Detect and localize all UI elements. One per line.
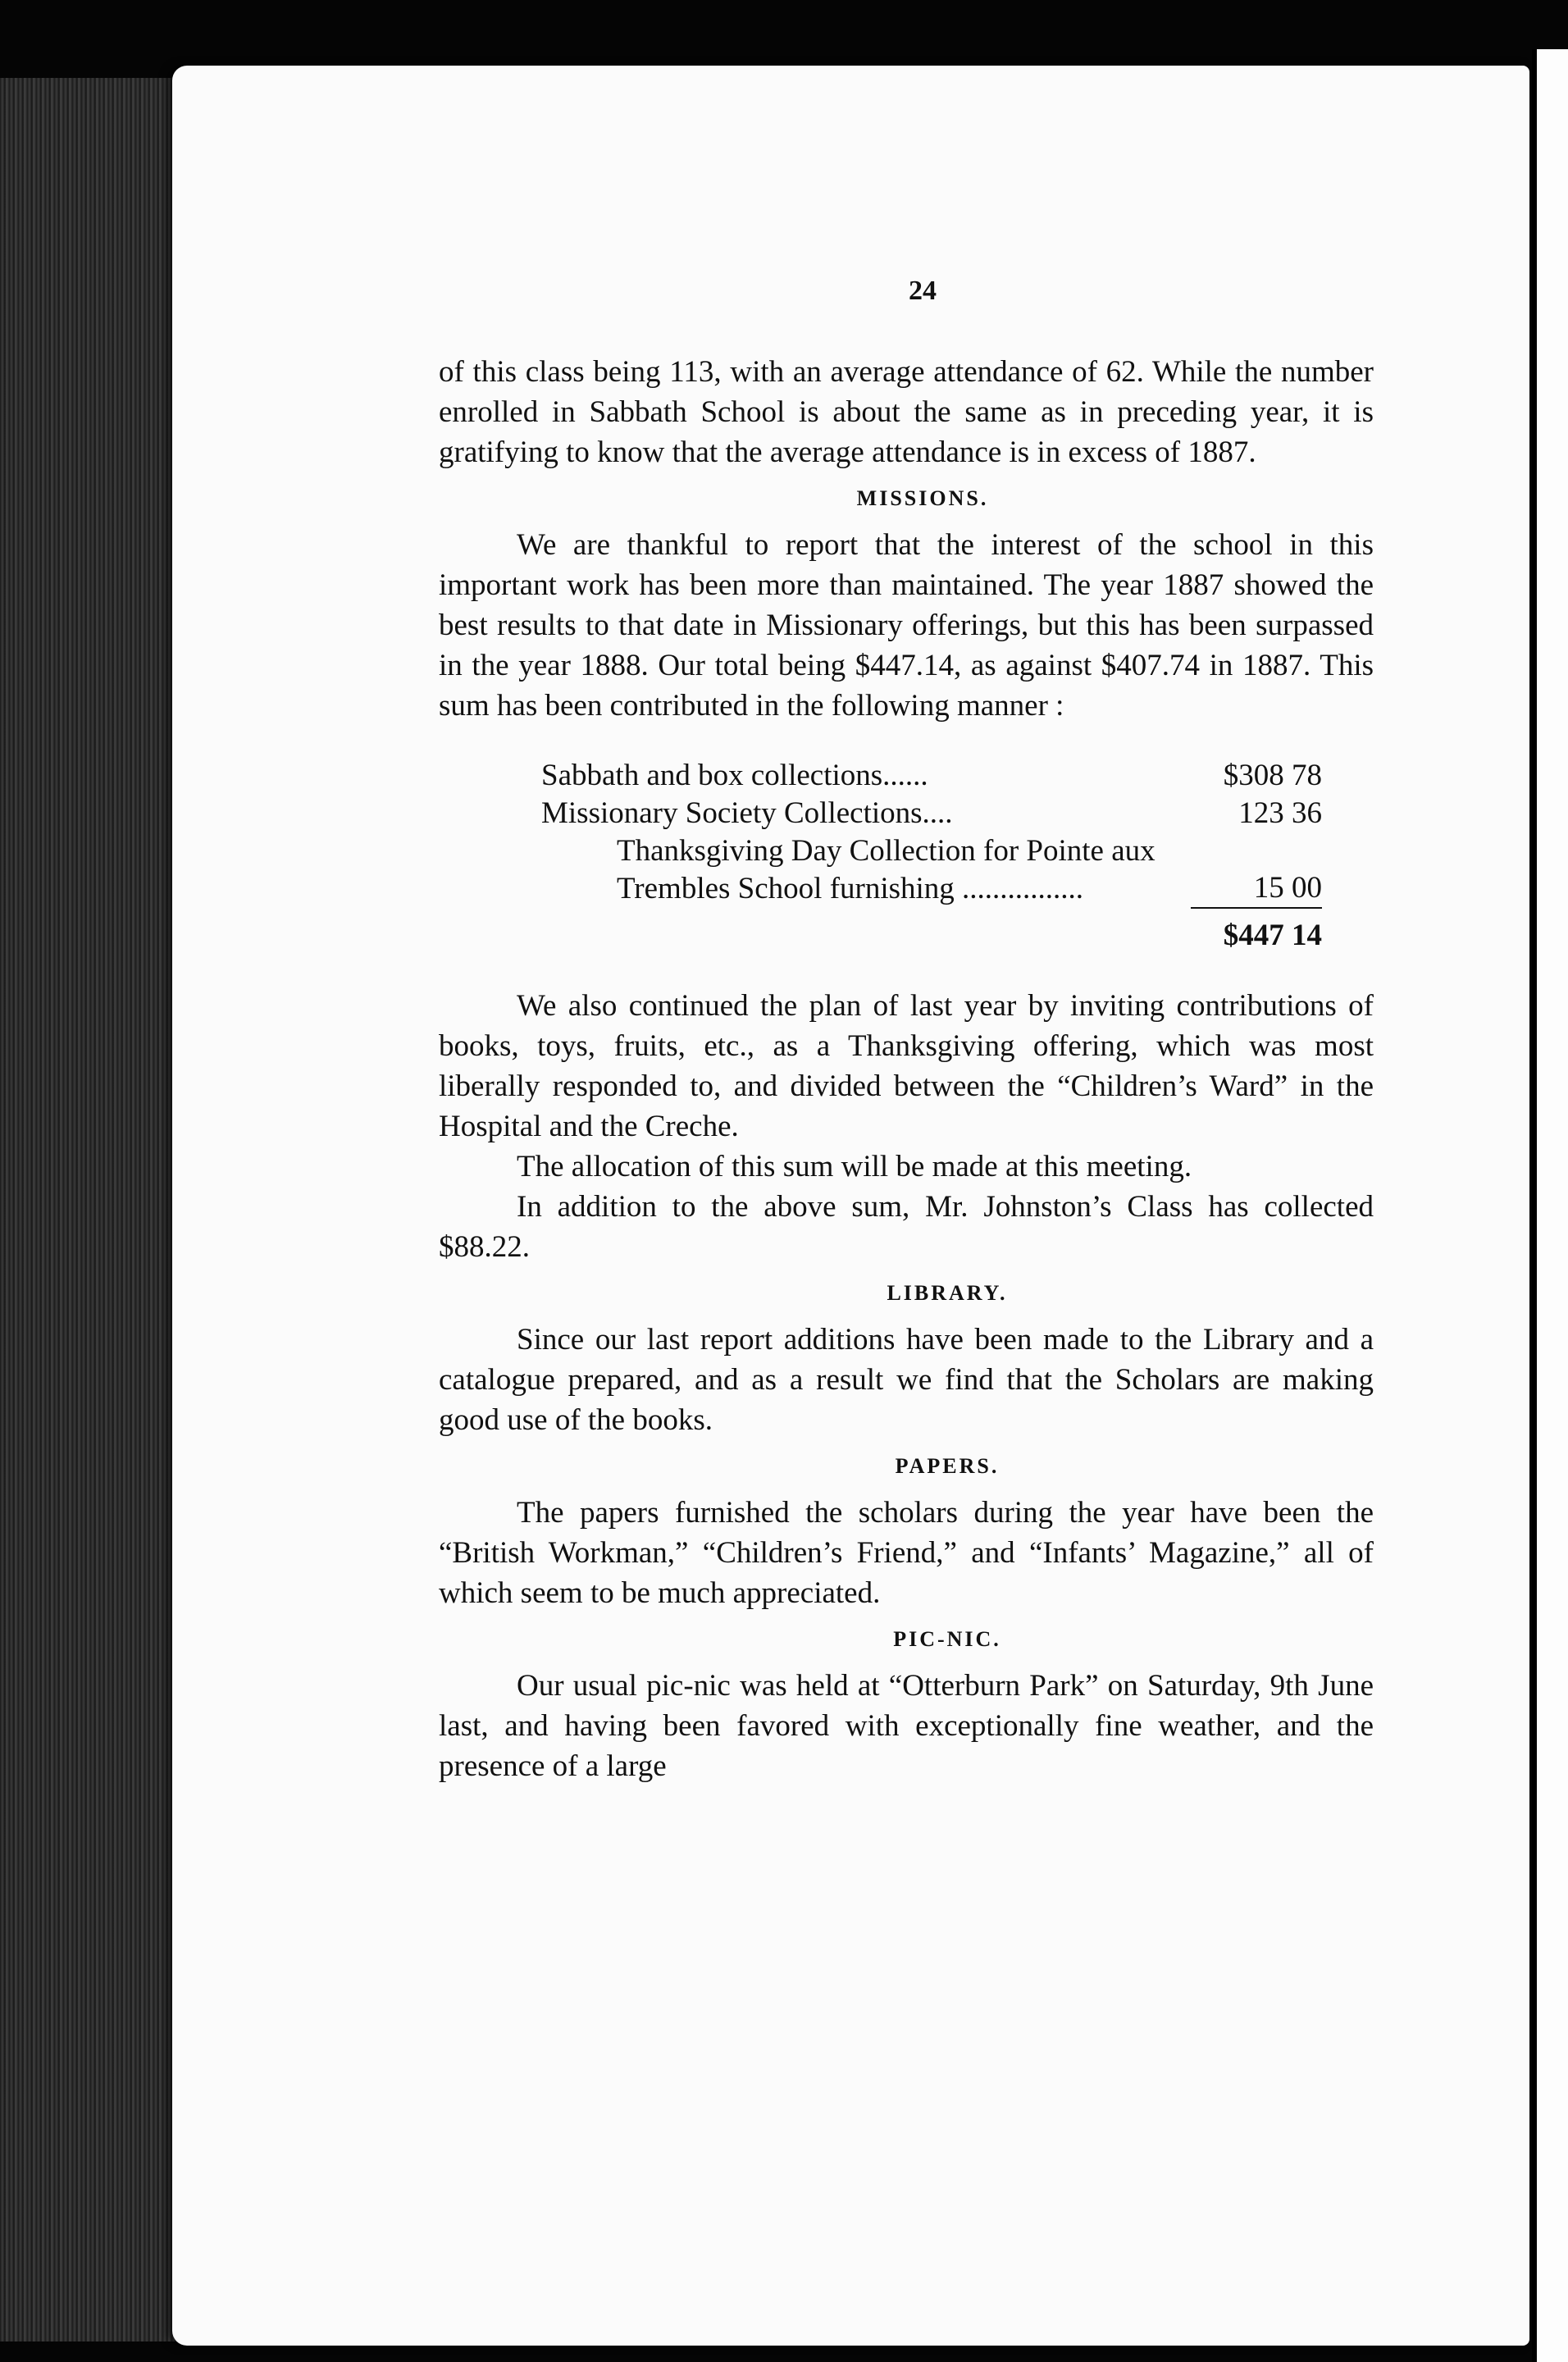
ledger-row: [541, 757, 1322, 795]
missions-paragraph-4: In addition to the above sum, Mr. Johnston’s Class has collected $88.22.: [439, 1190, 1374, 1264]
ledger-amount: $308 78: [1223, 759, 1322, 792]
heading-picnic: PIC-NIC.: [893, 1627, 1001, 1651]
missions-paragraph-3: The allocation of this sum will be made at this meeting.: [517, 1150, 1192, 1183]
ledger-total: $447 14: [1191, 908, 1322, 955]
page-gutter-line: [1532, 49, 1537, 2362]
papers-paragraph: The papers furnished the scholars during the year have been the “British Workman,” “Children’s Friend,” and “Infants’ Magazine,” all of which seem to be much appreciated.: [439, 1496, 1374, 1610]
missions-paragraph-1: We are thankful to report that the interest of the school in this important work has been more than maintained. The year 1887 showed the best results to that date in Missionary offerings, but this has been surpassed in the year 1888. Our total being $447.14, as against $407.74 in 1887. This sum has been contributed in the following manner :: [439, 528, 1374, 723]
heading-papers: PAPERS.: [895, 1454, 1000, 1478]
next-page-edge: [1532, 49, 1568, 2362]
library-paragraph: Since our last report additions have been made to the Library and a catalogue prepared, and as a result we find that the Scholars are making good use of the books.: [439, 1323, 1374, 1437]
ledger-row: [541, 795, 1322, 832]
intro-paragraph: of this class being 113, with an average attendance of 62. While the number enrolled in Sabbath School is about the same as in preceding year, it is gratifying to know that the average attendance is in excess of 1887.: [439, 355, 1374, 469]
ledger-desc: Missionary Society Collections....: [541, 796, 953, 830]
ledger-total-row: [541, 908, 1322, 955]
ledger-row: [541, 832, 1322, 908]
page-number: 24: [909, 276, 937, 306]
heading-missions: MISSIONS.: [856, 486, 989, 510]
picnic-paragraph: Our usual pic-nic was held at “Otterburn Park” on Saturday, 9th June last, and having been favored with exceptionally fine weather, and the presence of a large: [439, 1669, 1374, 1783]
missions-paragraph-2: We also continued the plan of last year by inviting contributions of books, toys, fruits, etc., as a Thanksgiving offering, which was most liberally responded to, and divided between the “Children’s Ward” in the Hospital and the Creche.: [439, 989, 1374, 1143]
ledger-desc: Sabbath and box collections......: [541, 759, 928, 792]
ledger-amount: 123 36: [1238, 796, 1322, 830]
page-text: [439, 271, 1374, 1786]
missions-ledger: [541, 757, 1322, 955]
ledger-amount: 15 00: [1253, 871, 1322, 905]
ledger-desc: Thanksgiving Day Collection for Pointe aux Trembles School furnishing ................: [617, 834, 1155, 905]
book-page-edges: [0, 78, 176, 2341]
heading-library: LIBRARY.: [887, 1281, 1008, 1305]
